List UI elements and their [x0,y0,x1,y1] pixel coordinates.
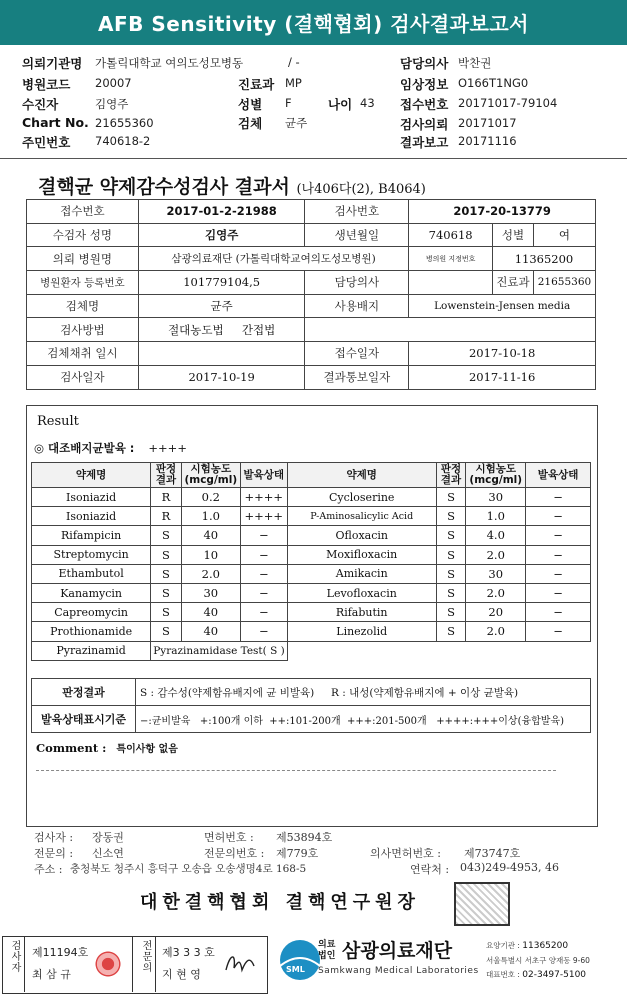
growth: ++++ [240,488,287,507]
report-code: (나406다(2), B4064) [296,182,426,197]
patient-no-label: 병원환자 등록번호 [27,271,139,295]
judgment: S [436,526,466,545]
judgment-r: R : 내성(약제함유배지에 + 이상 균발육) [330,686,519,699]
hospital: 삼광의료재단 (가톨릭대학교여의도성모병원) [138,247,408,271]
doctor [409,271,493,295]
table-row [27,223,596,247]
phone: 043)249-4953, 46 [460,861,559,874]
code-value: 11365200 [522,941,569,951]
info-table [26,199,596,390]
institution-address: 서울특별시 서초구 양재동 9-60 [486,956,590,965]
drug-name: Streptomycin [32,545,151,564]
concentration: 1.0 [466,507,526,526]
growth: − [526,488,591,507]
growth: − [526,526,591,545]
reception-no-label: 접수번호 [27,200,139,224]
growth: − [240,564,287,583]
examiner-number: 제11194호 [32,946,89,959]
address-label: 주소 : [34,863,63,876]
tested-date: 2017-10-19 [138,365,305,389]
drug-name: Moxifloxacin [287,545,436,564]
comment-divider [36,770,556,771]
receipt-label: 접수번호 [400,97,449,112]
tel-label: 대표번호 : [486,970,520,979]
hospital-code-label: 병원코드 [22,77,71,92]
col-growth: 발육상태 [240,463,287,488]
specimen: 균주 [285,116,308,130]
judgment: S [151,545,182,564]
tel-value: 02-3497-5100 [522,970,587,980]
table-row [32,583,591,602]
doctor: 박찬권 [458,56,492,70]
clinical-info: O166T1NG0 [458,76,529,90]
table-row [32,603,591,622]
collect-label: 검체채취 일시 [27,342,139,366]
table-row [27,318,596,342]
judgment: S [436,583,466,602]
dept-label: 진료과 [238,77,275,92]
judgment: S [436,488,466,507]
growth: ++++ [240,507,287,526]
hosp-code-label: 병의원 지정번호 [409,247,493,271]
concentration: 2.0 [466,622,526,641]
tested-label: 검사일자 [27,365,139,389]
growth: − [240,526,287,545]
received-label: 접수일자 [305,342,409,366]
drug-name: Rifampicin [32,526,151,545]
specialist-label: 전문의 : [34,847,74,860]
examiner-label: 검사자 : [34,831,74,844]
license: 제53894호 [276,831,333,844]
brand-small: 의료법인 [318,940,336,961]
concentration: 0.2 [181,488,240,507]
received-date: 2017-10-18 [409,342,596,366]
drug-name: Capreomycin [32,603,151,622]
receipt-no: 20171017-79104 [458,96,558,110]
judgment-s: S : 감수성(약제함유배지에 균 비발육) [140,686,315,699]
table-header-row [32,463,591,488]
control-label: ◎ 대조배지균발육 : [34,441,135,455]
pza-name: Pyrazinamid [32,641,151,660]
report-label: 결과보고 [400,135,449,150]
doctor-license-label: 의사면허번호 : [370,847,441,860]
concentration: 40 [181,526,240,545]
report-header-bar [0,0,627,45]
comment-text: 특이사항 없음 [116,744,178,755]
judgment: S [436,622,466,641]
drug-name: Amikacin [287,564,436,583]
phone-label: 연락처 : [410,863,450,876]
patient-no: 101779104,5 [138,271,305,295]
concentration: 30 [466,488,526,507]
clinical-label: 임상정보 [400,77,449,92]
name-label: 수검자 성명 [27,223,139,247]
judgment-label: 판정결과 [32,679,136,706]
examiner: 장동권 [92,831,124,844]
col-judgment: 판정결과 [436,463,466,488]
drug-name: Prothionamide [32,622,151,641]
col-concentration: 시험농도(mcg/ml) [181,463,240,488]
report-date: 20171116 [458,134,517,148]
birth-label: 생년월일 [305,223,409,247]
table-row [32,622,591,641]
table-row [27,342,596,366]
table-row [27,200,596,224]
drug-name: Isoniazid [32,488,151,507]
report-title: 결핵균 약제감수성검사 결과서 (나406다(2), B4064) [38,176,426,198]
method-2: 간접법 [241,322,276,337]
growth-legend: −:균비발육 +:100개 이하 ++:101-200개 +++:201-500개 ++++:+++이상(융합발육) [136,706,591,733]
concentration: 20 [466,603,526,622]
doctor-label: 담당의사 [400,56,449,71]
drug-name: Ofloxacin [287,526,436,545]
table-row [32,507,591,526]
judgment: R [151,488,182,507]
drug-name: Levofloxacin [287,583,436,602]
examiner-stamp [94,950,122,978]
hospital-label: 의뢰 병원명 [27,247,139,271]
dept: MP [285,76,302,90]
col-drug: 약제명 [287,463,436,488]
sml-logo-icon [276,936,324,984]
concentration: 30 [466,564,526,583]
judgment: S [436,603,466,622]
table-row [27,247,596,271]
table-row [32,564,591,583]
hospital-code: 20007 [95,76,132,90]
result-title: Result [37,414,79,429]
birth-date: 740618 [409,223,493,247]
test-no: 2017-20-13779 [409,200,596,224]
judgment: S [151,603,182,622]
concentration: 4.0 [466,526,526,545]
judgment: S [151,526,182,545]
doctor-label: 담당의사 [305,271,409,295]
col-concentration: 시험농도(mcg/ml) [466,463,526,488]
comment-label: Comment : [36,741,107,755]
specialist-number: 제3 3 3 호 [162,946,215,959]
resident-no: 740618-2 [95,134,151,148]
reception-no: 2017-01-2-21988 [138,200,305,224]
doctor-license: 제73747호 [464,847,521,860]
notified-date: 2017-11-16 [409,365,596,389]
page-title: AFB Sensitivity (결핵협회) 검사결과보고서 [98,12,529,36]
judgment: R [151,507,182,526]
address: 충청북도 청주시 흥덕구 오송읍 오송생명4로 168-5 [70,863,307,875]
institution-tel [486,969,586,980]
table-row [32,545,591,564]
header-divider [0,158,627,159]
drug-name: Kanamycin [32,583,151,602]
table-row [32,488,591,507]
slash: / - [288,55,300,69]
concentration: 2.0 [466,583,526,602]
sex: 여 [533,223,595,247]
patient-label: 수진자 [22,97,59,112]
sex: F [285,96,292,110]
specimen-label: 검체명 [27,294,139,318]
concentration: 40 [181,622,240,641]
dept: 21655360 [533,271,595,295]
growth: − [526,507,591,526]
concentration: 2.0 [466,545,526,564]
official-seal [454,882,510,926]
specialist-no-label: 전문의번호 : [204,847,265,860]
sml-logo-text: SML [286,965,305,974]
concentration: 2.0 [181,564,240,583]
concentration: 40 [181,603,240,622]
chart-no: 21655360 [95,116,154,130]
pza-value: Pyrazinamidase Test( S ) [151,641,288,660]
drug-name: Rifabutin [287,603,436,622]
legend-table [31,678,591,733]
judgment: S [436,564,466,583]
specimen: 균주 [138,294,305,318]
drug-name: Cycloserine [287,488,436,507]
growth: − [240,603,287,622]
age: 43 [360,96,375,110]
method-label: 검사방법 [27,318,139,342]
test-no-label: 검사번호 [305,200,409,224]
judgment: S [151,622,182,641]
judgment: S [436,507,466,526]
col-drug: 약제명 [32,463,151,488]
code-label: 요양기관 : [486,941,520,950]
table-row [27,271,596,295]
growth: − [240,545,287,564]
patient: 김영주 [95,97,129,111]
patient-name: 김영주 [138,223,305,247]
examiner-vlabel: 검사자 [9,940,20,973]
request-label: 검사의뢰 [400,117,449,132]
age-label: 나이 [328,97,353,112]
medium: Lowenstein-Jensen media [409,294,596,318]
table-row [32,679,591,706]
drug-table [31,462,591,661]
judgment: S [151,583,182,602]
col-judgment: 판정결과 [151,463,182,488]
table-row [32,641,591,660]
dept-label: 진료과 [492,271,533,295]
table-row [27,294,596,318]
judgment: S [436,545,466,564]
empty-cell [287,641,590,660]
specialist-vlabel: 전문의 [140,940,151,973]
license-label: 면허번호 : [204,831,254,844]
hosp-code: 11365200 [492,247,595,271]
specialist: 신소연 [92,847,124,860]
table-row [32,526,591,545]
drug-name: Linezolid [287,622,436,641]
collect-date [138,342,305,366]
resident-label: 주민번호 [22,135,71,150]
empty-cell [305,318,596,342]
growth: − [526,545,591,564]
growth: − [526,622,591,641]
table-row [27,365,596,389]
control-growth [34,440,187,456]
institution: 가톨릭대학교 여의도성모병동 [95,56,244,70]
specimen-label: 검체 [238,116,263,131]
col-growth: 발육상태 [526,463,591,488]
table-row [32,706,591,733]
drug-name: Ethambutol [32,564,151,583]
growth: − [526,603,591,622]
request-date: 20171017 [458,116,517,130]
judgment: S [151,564,182,583]
method-1: 절대농도법 [168,322,224,337]
institution-label: 의뢰기관명 [22,56,83,71]
growth: − [240,583,287,602]
brand-name: 삼광의료재단 [342,940,453,962]
concentration: 1.0 [181,507,240,526]
method [138,318,305,342]
sex-label: 성별 [492,223,533,247]
notified-label: 결과통보일자 [305,365,409,389]
growth: − [526,564,591,583]
specialist-name: 지 현 영 [162,968,201,981]
growth: − [526,583,591,602]
specialist-no: 제779호 [276,847,319,860]
control-value: ++++ [148,441,187,455]
brand-en: Samkwang Medical Laboratories [318,966,479,976]
judgment-legend [136,679,591,706]
chart-label: Chart No. [22,115,89,130]
medium-label: 사용배지 [305,294,409,318]
concentration: 30 [181,583,240,602]
sex-label: 성별 [238,97,263,112]
comment [36,740,178,755]
drug-name: P-Aminosalicylic Acid [287,507,436,526]
institution-code [486,940,568,951]
drug-name: Isoniazid [32,507,151,526]
organization-name: 대한결핵협회 결핵연구원장 [140,892,420,913]
specialist-signature-icon [222,948,258,978]
concentration: 10 [181,545,240,564]
growth: − [240,622,287,641]
growth-label: 발육상태표시기준 [32,706,136,733]
examiner-name: 최 삼 규 [32,968,71,981]
